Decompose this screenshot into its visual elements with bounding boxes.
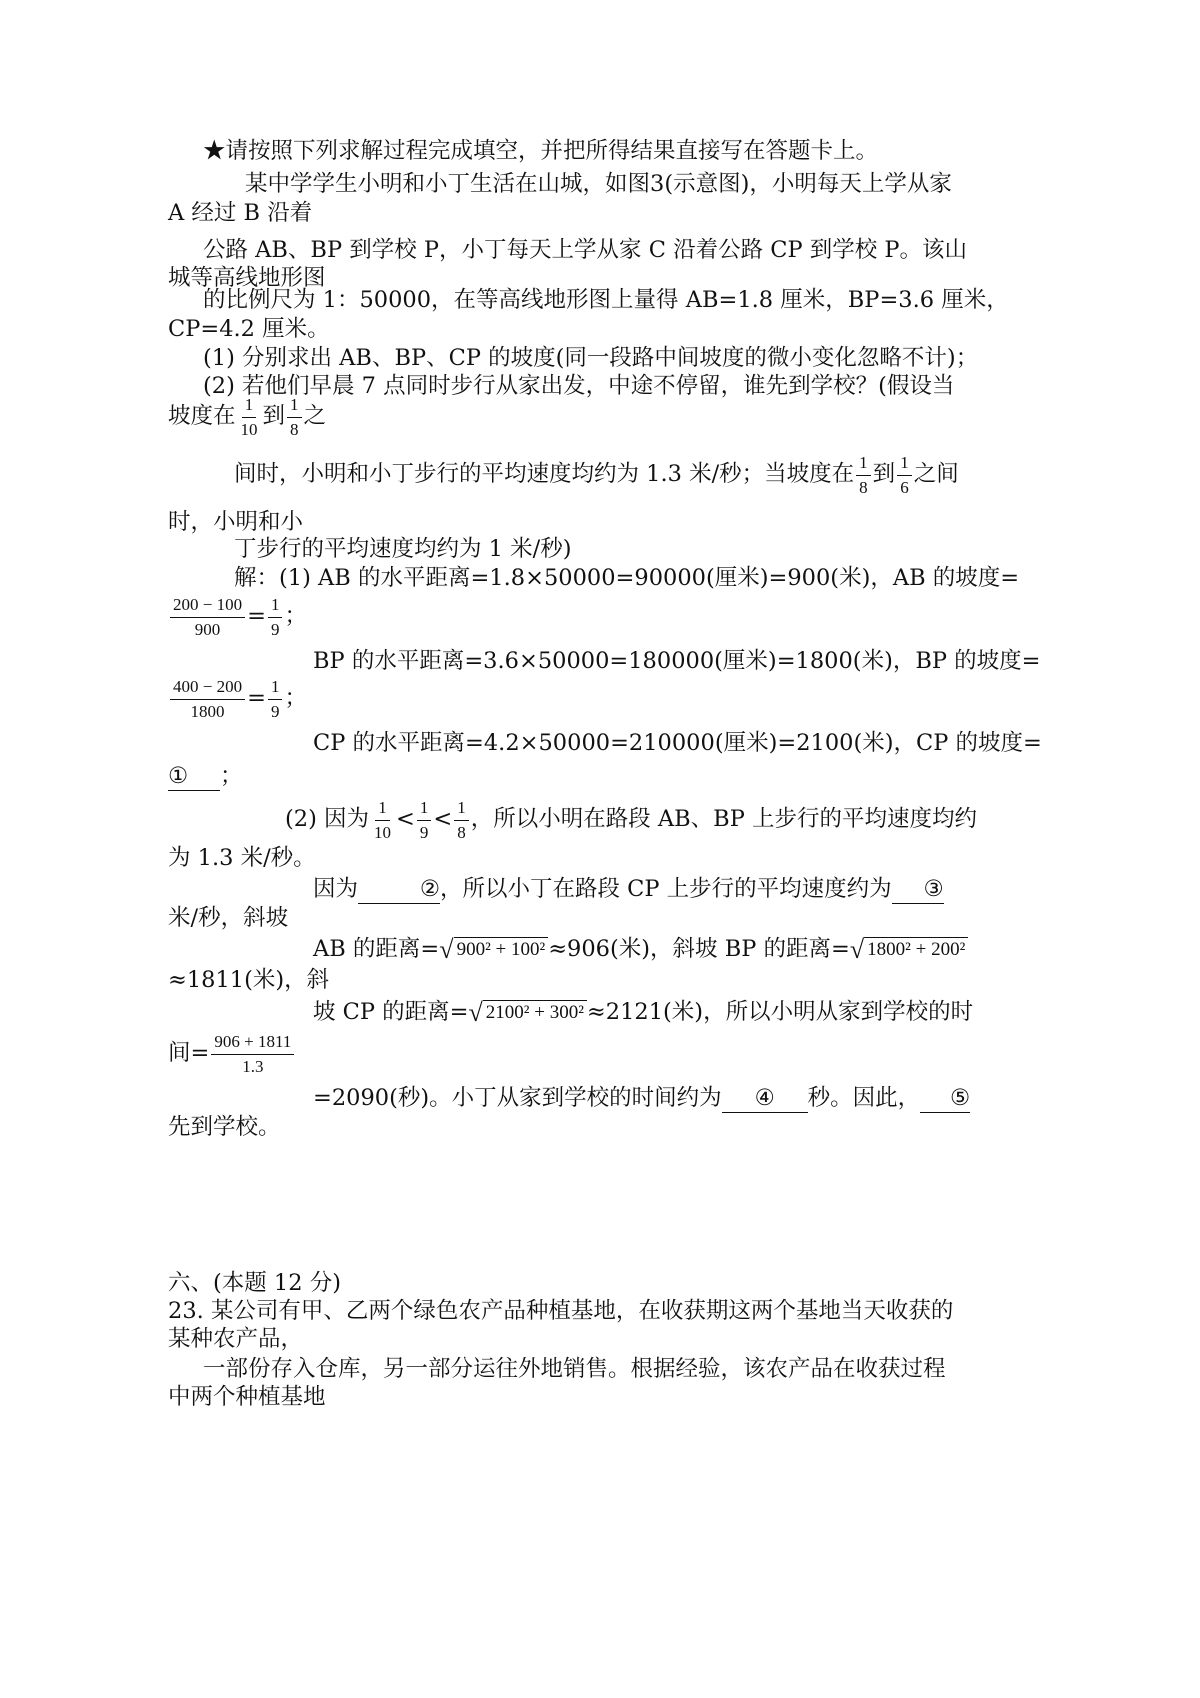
time-fraction-line: [168, 1032, 296, 1076]
sqrt-cp: [469, 1000, 587, 1026]
text: 之间: [913, 461, 959, 488]
denominator: 1.3: [242, 1056, 264, 1076]
blank-5[interactable]: ⑤: [920, 1085, 970, 1113]
blank-3[interactable]: ③: [892, 876, 944, 904]
denominator: 1800: [190, 701, 225, 721]
text: ≈2121(米)，所以小明从家到学校的时: [586, 999, 974, 1025]
text: AB 的距离=: [313, 936, 440, 962]
numerator: 1: [268, 677, 283, 700]
denominator: 9: [419, 822, 429, 842]
sqrt-ab: [439, 937, 548, 963]
text: 坡度在: [168, 403, 236, 430]
denominator: 8: [290, 419, 299, 439]
text: 坡 CP 的距离=: [313, 999, 469, 1025]
text: 间=: [168, 1040, 210, 1067]
slope-bp-fraction: [168, 677, 307, 721]
text-line: 某种农产品，: [168, 1326, 304, 1352]
equals: =: [247, 603, 266, 630]
blank-1[interactable]: ①: [168, 763, 220, 791]
less-than: <: [396, 806, 415, 833]
question-2: (2) 若他们早晨 7 点同时步行从家出发，中途不停留，谁先到学校？(假设当: [203, 373, 955, 399]
slope-ab-fraction: [168, 595, 307, 639]
solution-line: [313, 1085, 970, 1113]
solution-line: [285, 798, 977, 842]
text: 到: [872, 461, 896, 488]
radical-icon: √: [468, 998, 483, 1027]
denominator: 9: [270, 619, 280, 639]
text-line: 米/秒，斜坡: [168, 905, 289, 931]
text: ，所以小明在路段 AB、BP 上步行的平均速度均约: [470, 806, 978, 833]
numerator: 906 + 1811: [211, 1032, 294, 1055]
fraction-1-6: [897, 453, 912, 497]
text-line: ≈1811(米)，斜: [168, 967, 330, 993]
radical-icon: √: [849, 935, 865, 964]
numerator: 1: [268, 595, 283, 618]
answer-line: [168, 763, 243, 791]
equals: =: [247, 685, 266, 712]
text-line: CP=4.2 厘米。: [168, 316, 330, 342]
text: ，所以小丁在路段 CP 上步行的平均速度约为: [440, 876, 892, 902]
text: 之: [303, 403, 327, 430]
text: 间时，小明和小丁步行的平均速度均约为 1.3 米/秒；当坡度在: [234, 461, 855, 488]
text: 因为: [313, 876, 359, 902]
fraction: [170, 595, 245, 639]
radical-icon: √: [439, 935, 454, 964]
radicand: 1800² + 200²: [864, 937, 968, 963]
fraction-1-9: [417, 798, 432, 842]
fraction-1-8: [287, 395, 302, 439]
numerator: 1: [375, 798, 390, 821]
text: ；: [284, 603, 307, 630]
text: 到: [262, 403, 286, 430]
fraction-1-10: [238, 395, 261, 439]
fraction-1-8: [856, 453, 871, 497]
denominator: 6: [900, 477, 909, 497]
denominator: 900: [194, 619, 221, 639]
numerator: 200 − 100: [170, 595, 245, 618]
text: ≈906(米)，斜坡 BP 的距离=: [548, 936, 850, 962]
numerator: 1: [242, 395, 257, 418]
instruction-line: ★请按照下列求解过程完成填空，并把所得结果直接写在答题卡上。: [203, 138, 879, 164]
text: (2) 因为: [285, 806, 370, 833]
solution-line: CP 的水平距离=4.2×50000=210000(厘米)=2100(米)，CP 的坡度=: [313, 730, 1042, 756]
solution-line: [313, 876, 944, 904]
text: ；: [284, 685, 307, 712]
text-line: [168, 395, 326, 439]
solution-line: BP 的水平距离=3.6×50000=180000(厘米)=1800(米)，BP 的坡度=: [313, 648, 1041, 674]
radicand: 2100² + 300²: [483, 1000, 587, 1026]
text-line: 中两个种植基地: [168, 1384, 326, 1410]
solution-line: [313, 936, 968, 963]
numerator: 1: [897, 453, 912, 476]
denominator: 8: [457, 822, 466, 842]
text-line: A 经过 B 沿着: [168, 200, 313, 226]
fraction: [170, 677, 245, 721]
blank-4[interactable]: ④: [722, 1085, 808, 1113]
question-23: 23. 某公司有甲、乙两个绿色农产品种植基地，在收获期这两个基地当天收获的: [168, 1298, 954, 1324]
numerator: 1: [454, 798, 469, 821]
text-line: 一部份存入仓库，另一部分运往外地销售。根据经验，该农产品在收获过程: [203, 1356, 946, 1382]
text-line: 为 1.3 米/秒。: [168, 845, 316, 871]
text-line: 时，小明和小: [168, 509, 304, 535]
text: 秒。因此，: [807, 1085, 921, 1111]
fraction-1-8: [454, 798, 469, 842]
numerator: 1: [856, 453, 871, 476]
text-line: 城等高线地形图: [168, 265, 326, 291]
denominator: 9: [270, 701, 280, 721]
fraction: [268, 677, 283, 721]
fraction: [268, 595, 283, 639]
denominator: 8: [859, 477, 868, 497]
denominator: 10: [240, 419, 258, 439]
text-line: [234, 453, 959, 497]
numerator: 400 − 200: [170, 677, 245, 700]
text: =2090(秒)。小丁从家到学校的时间约为: [313, 1085, 722, 1111]
text: ；: [220, 763, 243, 789]
less-than: <: [433, 806, 453, 833]
text-line: 公路 AB、BP 到学校 P，小丁每天上学从家 C 沿着公路 CP 到学校 P。该山: [203, 237, 968, 263]
section-heading: 六、(本题 12 分): [168, 1270, 341, 1296]
denominator: 10: [374, 822, 392, 842]
text-line: 某中学学生小明和小丁生活在山城，如图3(示意图)，小明每天上学从家: [245, 171, 952, 197]
text-line: 的比例尺为 1：50000，在等高线地形图上量得 AB=1.8 厘米，BP=3.6 厘米，: [203, 287, 1009, 313]
solution-line: [313, 999, 973, 1026]
sqrt-bp: [850, 937, 968, 963]
numerator: 1: [417, 798, 432, 821]
solution-line: 解：(1) AB 的水平距离=1.8×50000=90000(厘米)=900(米)，AB 的坡度=: [234, 565, 1020, 591]
text-line: 先到学校。: [168, 1114, 281, 1140]
fraction-1-10: [371, 798, 394, 842]
blank-2[interactable]: ②: [358, 876, 440, 904]
fraction: [211, 1032, 294, 1076]
question-1: (1) 分别求出 AB、BP、CP 的坡度(同一段路中间坡度的微小变化忽略不计)；: [203, 345, 979, 371]
numerator: 1: [287, 395, 302, 418]
radicand: 900² + 100²: [454, 937, 549, 963]
text-line: 丁步行的平均速度均约为 1 米/秒): [234, 536, 572, 562]
